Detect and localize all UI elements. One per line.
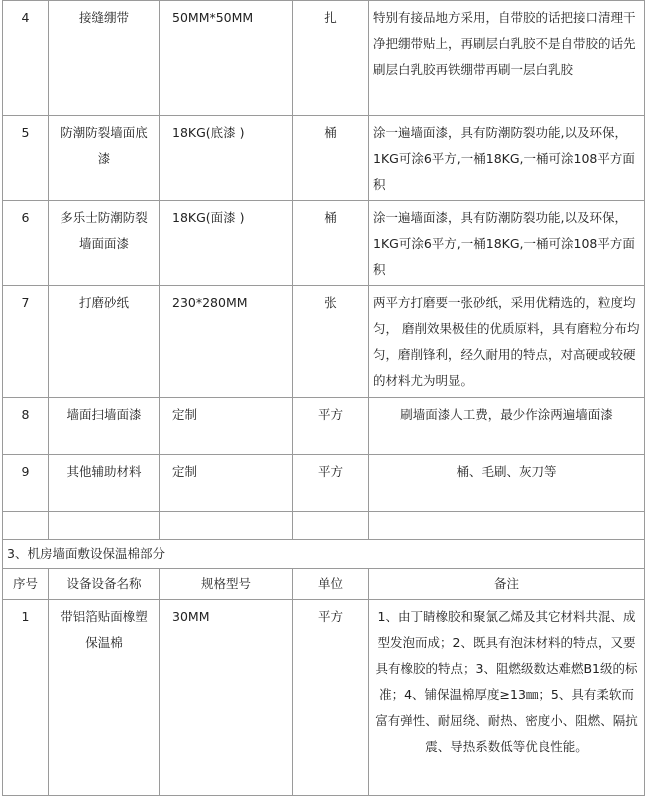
row-number: 9 — [3, 455, 49, 512]
item-name: 打磨砂纸 — [49, 286, 160, 398]
item-spec: 30MM — [160, 600, 293, 796]
item-unit: 扎 — [293, 1, 369, 116]
empty-cell — [49, 512, 160, 540]
row-number: 8 — [3, 398, 49, 455]
empty-row — [3, 512, 645, 540]
empty-cell — [369, 512, 645, 540]
row-number: 1 — [3, 600, 49, 796]
item-name: 多乐士防潮防裂墙面面漆 — [49, 201, 160, 286]
header-note: 备注 — [369, 569, 645, 600]
row-number: 4 — [3, 1, 49, 116]
item-name: 接缝绷带 — [49, 1, 160, 116]
empty-cell — [160, 512, 293, 540]
header-unit: 单位 — [293, 569, 369, 600]
item-name: 其他辅助材料 — [49, 455, 160, 512]
row-number: 5 — [3, 116, 49, 201]
item-note: 特别有接品地方采用，自带胶的话把接口清理干净把绷带贴上，再刷层白乳胶不是自带胶的话先刷层白乳胶再铁绷带再刷一层白乳胶 — [369, 1, 645, 116]
materials-table — [2, 0, 645, 796]
item-unit: 平方 — [293, 398, 369, 455]
row-number: 7 — [3, 286, 49, 398]
header-no: 序号 — [3, 569, 49, 600]
item-spec: 50MM*50MM — [160, 1, 293, 116]
item-unit: 平方 — [293, 455, 369, 512]
item-unit: 张 — [293, 286, 369, 398]
item-note: 刷墙面漆人工费，最少作涂两遍墙面漆 — [369, 398, 645, 455]
row-number: 6 — [3, 201, 49, 286]
item-name: 防潮防裂墙面底漆 — [49, 116, 160, 201]
item-unit: 桶 — [293, 201, 369, 286]
item-spec: 定制 — [160, 455, 293, 512]
empty-cell — [293, 512, 369, 540]
item-spec: 18KG(底漆 ) — [160, 116, 293, 201]
item-note: 涂一遍墙面漆，具有防潮防裂功能,以及环保，1KG可涂6平方,一桶18KG,一桶可涂108平方面积 — [369, 201, 645, 286]
item-note: 1、由丁睛橡胶和聚氯乙烯及其它材料共混、成型发泡而成；2、既具有泡沫材料的特点，又要具有橡胶的特点；3、阻燃级数达难燃B1级的标准；4、铺保温棉厚度≥13㎜；5、具有柔软而富有弹性、耐屈绕、耐热、密度小、阻燃、隔抗震、导热系数低等优良性能。 — [369, 600, 645, 796]
table-row — [3, 455, 645, 512]
item-name: 墙面扫墙面漆 — [49, 398, 160, 455]
item-unit: 平方 — [293, 600, 369, 796]
item-name: 带铝箔贴面橡塑保温棉 — [49, 600, 160, 796]
section-row — [3, 540, 645, 569]
table-row — [3, 286, 645, 398]
table-row — [3, 600, 645, 796]
item-spec: 定制 — [160, 398, 293, 455]
item-spec: 230*280MM — [160, 286, 293, 398]
section-title: 3、机房墙面敷设保温棉部分 — [3, 540, 645, 569]
item-unit: 桶 — [293, 116, 369, 201]
item-note: 桶、毛刷、灰刀等 — [369, 455, 645, 512]
header-row — [3, 569, 645, 600]
table-row — [3, 116, 645, 201]
item-note: 涂一遍墙面漆，具有防潮防裂功能,以及环保，1KG可涂6平方,一桶18KG,一桶可涂108平方面积 — [369, 116, 645, 201]
table-row — [3, 201, 645, 286]
header-spec: 规格型号 — [160, 569, 293, 600]
empty-cell — [3, 512, 49, 540]
table-row — [3, 398, 645, 455]
item-spec: 18KG(面漆 ) — [160, 201, 293, 286]
table-row — [3, 1, 645, 116]
header-name: 设备设备名称 — [49, 569, 160, 600]
item-note: 两平方打磨要一张砂纸，采用优精选的，粒度均匀， 磨削效果极佳的优质原料，具有磨粒分布均匀，磨削锋利，经久耐用的特点，对高硬或较硬的材料尤为明显。 — [369, 286, 645, 398]
